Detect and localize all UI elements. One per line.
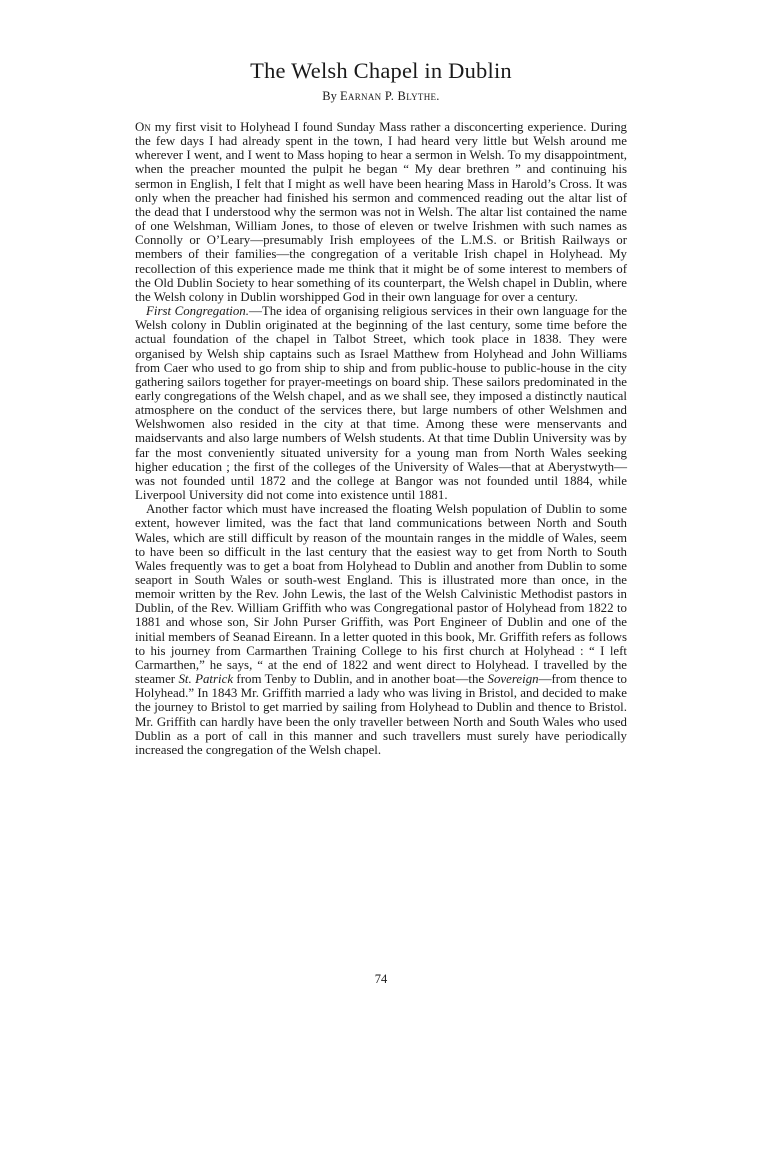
author-name: Earnan P. Blythe.: [339, 89, 440, 103]
article-body: [135, 120, 627, 757]
article-page: [135, 58, 627, 757]
paragraph-3: [135, 502, 627, 757]
paragraph-1: [135, 120, 627, 304]
page-number: 74: [374, 972, 388, 986]
paragraph-text: —from thence to Holyhead.” In 1843 Mr. Griffith married a lady who was living in Bristol, and decided to make the journey to Bristol to get married by sailing from Holyhead to Dublin and thence to Bristol. Mr. Griffith can hardly have been the only traveller between North and South Wales who used Dublin as a port of call in this manner and such travellers must surely have periodically increased the congregation of the Welsh chapel.: [135, 672, 627, 757]
paragraph-text: Another factor which must have increased the floating Welsh population of Dublin to some extent, however limited, was the fact that land communications between North and South Wales, which are still difficult by reason of the mountain ranges in the middle of Wales, seem to have been so difficult in the last century that the easiest way to get from North to South Wales frequently was to get a boat from Holyhead to Dublin and another from Dublin to some seaport in South Wales or south-west England. This is illustrated more than once, in the memoir written by the Rev. John Lewis, the last of the Welsh Calvinistic Methodist pastors in Dublin, of the Rev. William Griffith who was Congregational pastor of Holyhead from 1822 to 1881 and whose son, Sir John Purser Griffith, was Port Engineer of Dublin and one of the initial members of Seanad Eireann. In a letter quoted in this book, Mr. Griffith refers as follows to his journey from Carmarthen Training College to his first church at Holyhead : “ I left Carmarthen,” he says, “ at the end of 1822 and went direct to Holyhead. I travelled by the steamer: [135, 502, 627, 687]
paragraph-text: —The idea of organising religious services in their own language for the Welsh colony in Dublin originated at the beginning of the last century, some time before the actual foundation of the chapel in Talbot Street, which took place in 1838. They were organised by Welsh ship captains such as Israel Matthew from Holyhead and John Williams from Caer who used to go from ship to ship and from public-house to public-house in the city gathering sailors together for prayer-meetings on board ship. These sailors predominated in the early congregations of the Welsh chapel, and as we shall see, they imposed a distinctly nautical atmosphere on the conduct of the services there, but large numbers of other Welshmen and Welshwomen also resided in the city at that time. Among these were menservants and maidservants and also large numbers of Welsh students. At that time Dublin University was by far the most conveniently situated university for a young man from North Wales seeking higher education ; the first of the colleges of the University of Wales—that at Aberystwyth—was not founded until 1872 and the college at Bangor was not founded until 1884, while Liverpool University did not come into existence until 1881.: [135, 304, 627, 503]
paragraph-text: from Tenby to Dublin, and in another boat—the: [233, 672, 488, 687]
ship-name: St. Patrick: [178, 672, 234, 687]
byline-prefix: By: [322, 89, 337, 103]
paragraph-2: [135, 304, 627, 502]
section-heading: First Congregation.: [146, 304, 249, 319]
paragraph-lead-word: On: [135, 120, 151, 134]
article-title: The Welsh Chapel in Dublin: [250, 58, 512, 83]
paragraph-text: my first visit to Holyhead I found Sunday Mass rather a disconcerting experience. During the few days I had already spent in the town, I had heard very little but Welsh around me wherever I went, and I went to Mass hoping to hear a sermon in Welsh. To my disappointment, when the preacher mounted the pulpit he began “ My dear brethren ” and continuing his sermon in English, I felt that I might as well have been hearing Mass in Harold’s Cross. It was only when the preacher had finished his sermon and commenced reading out the altar list of the dead that I understood why the sermon was not in Welsh. The altar list contained the name of one Welshman, William Jones, to those of eleven or twelve Irishmen with such names as Connolly or O’Leary—presumably Irish employees of the L.M.S. or British Railways or members of their families—the congregation of a veritable Irish chapel in Holyhead. My recollection of this experience made me think that it might be of some interest to members of the Old Dublin Society to hear something of its counterpart, the Welsh chapel in Dublin, where the Welsh colony in Dublin worshipped God in their own language for over a century.: [135, 120, 627, 304]
article-byline: [135, 88, 627, 104]
ship-name: Sovereign: [487, 672, 539, 687]
